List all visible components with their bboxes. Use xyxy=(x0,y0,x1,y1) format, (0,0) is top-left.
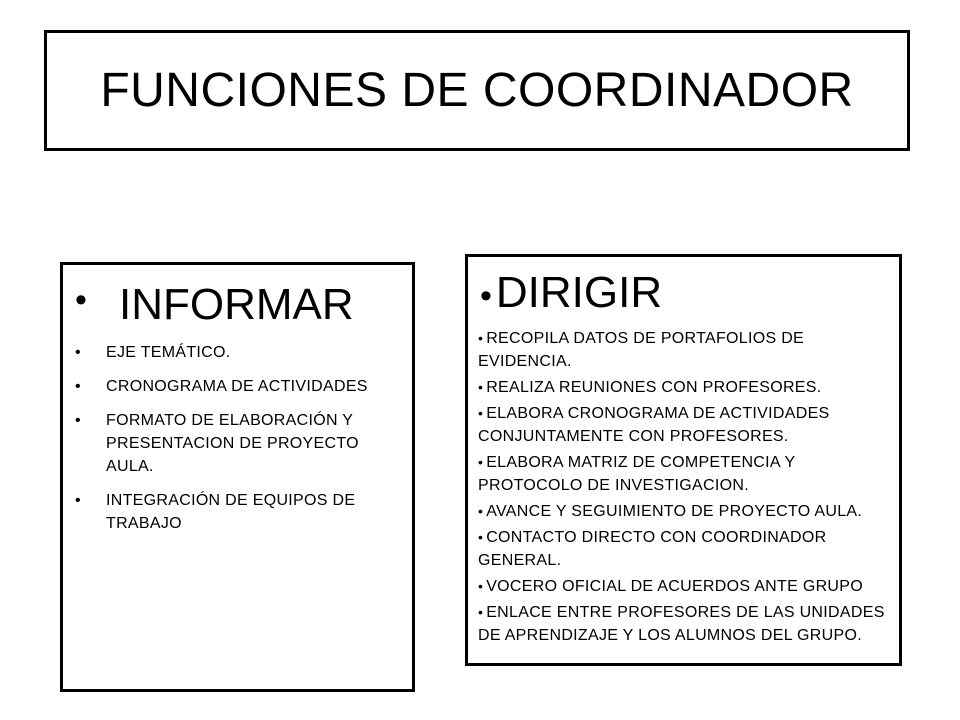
bullet-icon: • xyxy=(75,492,81,509)
list-item xyxy=(478,526,898,572)
list-item xyxy=(478,575,898,598)
title-box xyxy=(44,30,910,151)
list-item-text: VOCERO OFICIAL DE ACUERDOS ANTE GRUPO xyxy=(486,578,863,595)
informar-panel xyxy=(60,262,415,692)
list-item-text: ENLACE ENTRE PROFESORES DE LAS UNIDADES DE APRENDIZAJE Y LOS ALUMNOS DEL GRUPO. xyxy=(478,604,885,644)
list-item-text: CRONOGRAMA DE ACTIVIDADES xyxy=(106,378,368,395)
bullet-icon: • xyxy=(478,529,484,545)
list-item-text: FORMATO DE ELABORACIÓN Y PRESENTACION DE PROYECTO AULA. xyxy=(106,412,359,475)
dirigir-panel xyxy=(465,254,902,666)
list-item-text: CONTACTO DIRECTO CON COORDINADOR GENERAL. xyxy=(478,529,827,569)
dirigir-heading xyxy=(480,268,663,317)
list-item xyxy=(478,327,898,373)
bullet-icon: • xyxy=(478,379,484,395)
bullet-icon: • xyxy=(478,405,484,421)
list-item xyxy=(478,500,898,523)
bullet-icon: • xyxy=(478,604,484,620)
list-item xyxy=(478,402,898,448)
list-item xyxy=(478,451,898,497)
informar-list xyxy=(75,341,395,546)
list-item xyxy=(75,375,395,398)
list-item xyxy=(478,601,898,647)
slide-title: FUNCIONES DE COORDINADOR xyxy=(100,64,854,117)
bullet-icon: • xyxy=(478,503,484,519)
list-item-text: RECOPILA DATOS DE PORTAFOLIOS DE EVIDENCIA. xyxy=(478,330,805,370)
bullet-icon: • xyxy=(478,578,484,594)
list-item xyxy=(75,409,395,478)
dirigir-list xyxy=(478,327,898,650)
list-item xyxy=(75,341,395,364)
list-item-text: ELABORA CRONOGRAMA DE ACTIVIDADES CONJUNTAMENTE CON PROFESORES. xyxy=(478,405,830,445)
bullet-icon: • xyxy=(75,378,81,395)
list-item-text: ELABORA MATRIZ DE COMPETENCIA Y PROTOCOLO DE INVESTIGACION. xyxy=(478,454,796,494)
list-item-text: AVANCE Y SEGUIMIENTO DE PROYECTO AULA. xyxy=(486,503,863,520)
informar-heading-text: INFORMAR xyxy=(119,280,354,329)
dirigir-heading-text: DIRIGIR xyxy=(495,268,663,317)
bullet-icon: • xyxy=(480,277,492,315)
list-item xyxy=(478,376,898,399)
list-item xyxy=(75,489,395,535)
list-item-text: REALIZA REUNIONES CON PROFESORES. xyxy=(486,379,822,396)
list-item-text: INTEGRACIÓN DE EQUIPOS DE TRABAJO xyxy=(106,492,356,532)
bullet-icon: • xyxy=(75,412,81,429)
bullet-icon: • xyxy=(478,454,484,470)
bullet-icon: • xyxy=(75,344,81,361)
list-item-text: EJE TEMÁTICO. xyxy=(106,344,231,361)
bullet-icon: • xyxy=(478,330,484,346)
bullet-icon: • xyxy=(75,281,87,319)
